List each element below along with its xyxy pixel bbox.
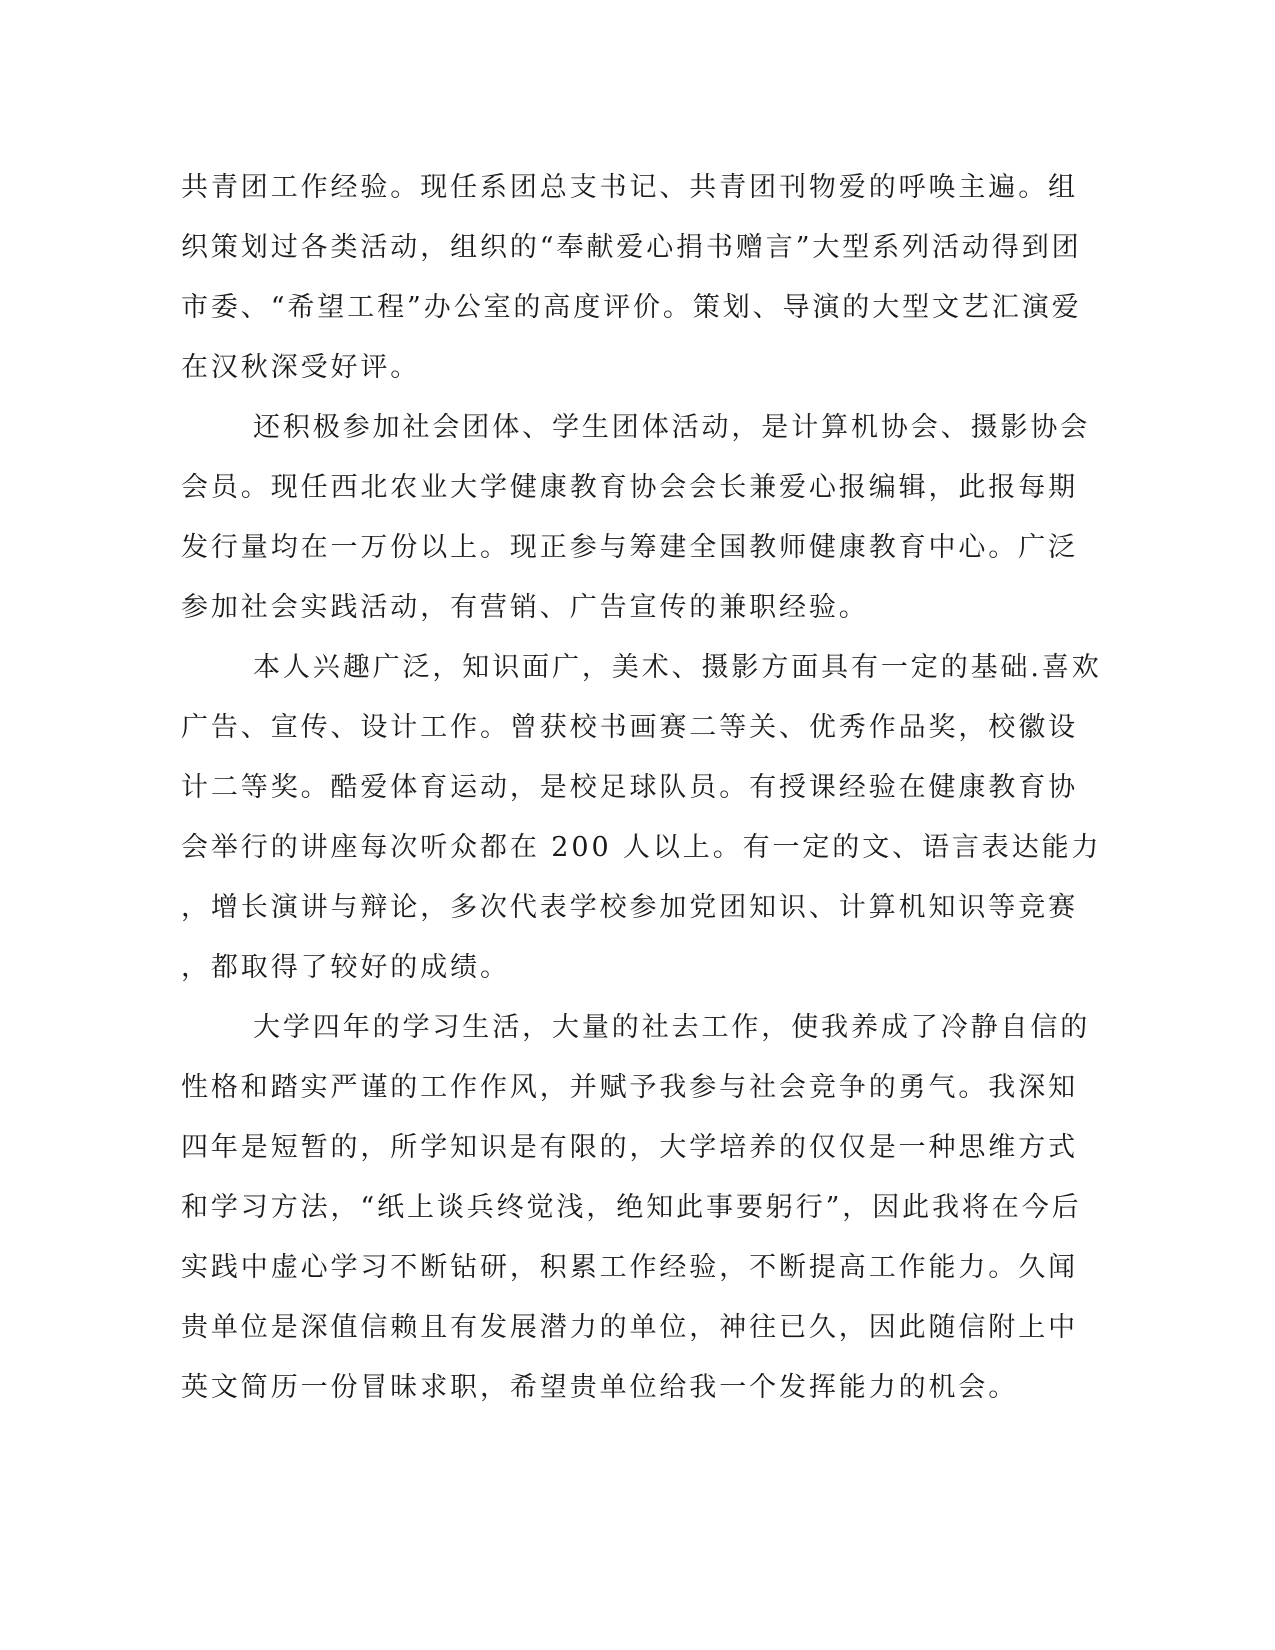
paragraph — [181, 998, 1091, 1418]
paragraph-line: 贵单位是深值信赖且有发展潜力的单位，神往已久，因此随信附上中 — [181, 1312, 1078, 1343]
paragraph-line: 还积极参加社会团体、学生团体活动，是计算机协会、摄影协会 — [253, 412, 1091, 443]
paragraph-line: 参加社会实践活动，有营销、广告宣传的兼职经验。 — [181, 592, 869, 623]
paragraph — [181, 158, 1082, 398]
paragraph-line: 大学四年的学习生活，大量的社去工作，使我养成了冷静自信的 — [253, 1012, 1091, 1043]
paragraph-line: 会举行的讲座每次听众都在 200 人以上。有一定的文、语言表达能力 — [181, 832, 1102, 863]
paragraph-line: 在汉秋深受好评。 — [181, 352, 421, 383]
paragraph-line: 计二等奖。酷爱体育运动，是校足球队员。有授课经验在健康教育协 — [181, 772, 1078, 803]
paragraph-line: 织策划过各类活动，组织的“奉献爱心捐书赠言”大型系列活动得到团 — [181, 232, 1082, 263]
paragraph-line: 广告、宣传、设计工作。曾获校书画赛二等关、优秀作品奖，校徽设 — [181, 712, 1078, 743]
paragraph-line: 发行量均在一万份以上。现正参与筹建全国教师健康教育中心。广泛 — [181, 532, 1078, 563]
paragraph-line: 四年是短暂的，所学知识是有限的，大学培养的仅仅是一种思维方式 — [181, 1132, 1078, 1163]
paragraph-line: 英文简历一份冒昧求职，希望贵单位给我一个发挥能力的机会。 — [181, 1372, 1019, 1403]
paragraph — [181, 398, 1091, 638]
paragraph-line: 市委、“希望工程”办公室的高度评价。策划、导演的大型文艺汇演爱 — [181, 292, 1082, 323]
paragraph-line: 性格和踏实严谨的工作作风，并赋予我参与社会竞争的勇气。我深知 — [181, 1072, 1078, 1103]
paragraph-line: 本人兴趣广泛，知识面广，美术、摄影方面具有一定的基础.喜欢 — [253, 652, 1102, 683]
paragraph-line: ，增长演讲与辩论，多次代表学校参加党团知识、计算机知识等竞赛 — [181, 892, 1078, 923]
paragraph-line: 会员。现任西北农业大学健康教育协会会长兼爱心报编辑，此报每期 — [181, 472, 1078, 503]
paragraph-line: 共青团工作经验。现任系团总支书记、共青团刊物爱的呼唤主遍。组 — [181, 172, 1078, 203]
paragraph-line: 和学习方法，“纸上谈兵终觉浅，绝知此事要躬行”，因此我将在今后 — [181, 1192, 1082, 1223]
paragraph-line: 实践中虚心学习不断钻研，积累工作经验，不断提高工作能力。久闻 — [181, 1252, 1078, 1283]
paragraph-line: ，都取得了较好的成绩。 — [181, 952, 510, 983]
document-body — [181, 158, 1102, 1418]
paragraph — [181, 638, 1102, 998]
